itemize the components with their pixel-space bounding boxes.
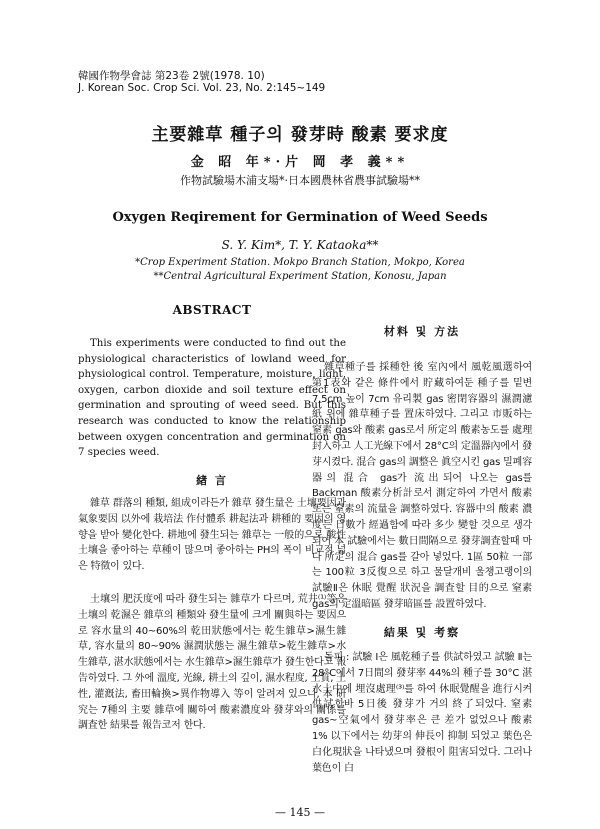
- authors-korean: 金 昭 年*·片 岡 孝 義**: [190, 155, 410, 170]
- abstract-text: This experiments were conducted to find out the physiological characteristics of lowland weed for physiological control. Temperature, moisture, light, oxygen, carbon dioxide and soil texture effect on germination and sprouting of weed seed. But this research was conducted to know the relationship between oxygen concentration and germination on 7 species weed.: [78, 338, 346, 459]
- paper-title-english: Oxygen Reqirement for Germination of Weed Seeds: [112, 210, 488, 225]
- methods-text: 雜草種子를 採種한 後 室內에서 風乾風選하여 第1表와 같은 條件에서 貯藏하여둔 種子를 밑변 7.5cm 높이 7cm 유리製 gas 密閉容器의 濕潤濾紙 위에 雜草種子를 置床하였다. 그리고 市販하는 窒素 gas와 酸素 gas로서 所定의 酸素농도를 處理 封入하고 人工光線下에서 28°C의 定溫器內에서 發芽시켰다. 混合 gas의 調整은 眞空시킨 gas 밀폐容器의 混合 gas가 流出되어 나오는 gas를 Backman 酸素分析計로서 測定하여 가면서 酸素 또는 窒素의 流量을 調整하였다. 容器中의 酸素 濃度는 日數가 經過함에 따라 多少 變할 것으로 생각되어 本 試驗에서는 數日間隔으로 發芽調査할때 마다 所定의 混合 gas를 갈아 넣었다. 1區 50粒 一部는 100粒 3反復으로 하고 물달개비 울챙고랭이의 試驗Ⅱ은 休眠 覺醒 狀況을 調査할 目的으로 窒素 gas의 定溫暗區 發芽暗區를 設置하였다.: [312, 362, 532, 610]
- journal-citation: [78, 70, 325, 94]
- affiliations-english: [0, 256, 600, 284]
- affiliations-korean: 作物試驗場木浦支場*·日本國農林省農事試驗場**: [180, 174, 420, 187]
- results-text: 돌피 : 試驗 Ⅰ은 風乾種子를 供試하였고 試驗 Ⅱ는 28°C에서 7日間의 發芽率 44%의 種子를 30°C 湛水土中에 埋沒處理⁽³⁾를 하여 休眠覺醒을 進行시켜 供試한바 5日後 發芽가 거의 終了되었다. 窒素 gas~空氣에서 發芽率은 큰 差가 없었으나 酸素 1% 以下에서는 幼芽의 伸長이 抑制 되었고 葉色은 白化現狀을 나타냈으며 發根이 阻害되었다. 그러나 葉色이 白: [312, 652, 532, 774]
- affiliation-2: **Central Agricultural Experiment Station, Konosu, Japan: [153, 271, 447, 282]
- authors-english: S. Y. Kim*, T. Y. Kataoka**: [221, 238, 379, 252]
- intro-paragraph-2: 土壤의 肥沃度에 따라 發生되는 雜草가 다르며, 荒井⁽¹⁾等은 土壤의 乾濕은 雜草의 種類와 發生量에 크게 關與하는 要因으로 容水量의 40~60%의 乾田狀態에서는 乾生雜草>濕生雜草, 容水量의 80~90% 濕潤狀態는 濕生雜草>乾生雜草>水生雜草, 湛水狀態에서는 水生雜草>濕生雜草가 發生한다고 報告하였다. 그 外에 溫度, 光線, 耕土의 깊이, 濕水程度, 土質, 土性, 灌漑法, 畜田輪換>異作物導入 等이 알려져 있으나, 本 硏究는 7種의 主要 雜草에 關하여 酸素濃度와 發芽와의 關係를 調査한 結果를 報告코저 한다.: [78, 594, 346, 732]
- abstract-heading: ABSTRACT: [172, 303, 252, 317]
- intro-paragraph-1: 雜草 群落의 種類, 組成이라든가 雜草 發生量은 土壤要因과 氣象要因 以外에 栽培法 作付體系 耕起法과 耕種的 要因의 영향을 받아 變化한다. 耕地에 發生되는 雜草는 一般的으로 酸性土壤을 좋아하는 草種이 많으며 좋아하는 PH의 폭이 비교적 넓은 特徵이 있다.: [78, 498, 346, 573]
- page-number: — 145 —: [275, 806, 325, 819]
- journal-citation-en: J. Korean Soc. Crop Sci. Vol. 23, No. 2:145~149: [78, 82, 326, 94]
- methods-heading: 材料 및 方法: [383, 325, 461, 338]
- affiliation-1: *Crop Experiment Station. Mokpo Branch Station, Mokpo, Korea: [135, 257, 465, 268]
- journal-citation-ko: 韓國作物學會誌 第23卷 2號(1978. 10): [78, 70, 265, 82]
- paper-title-korean: 主要雜草 種子의 發芽時 酸素 要求度: [151, 125, 449, 145]
- results-heading: 結果 및 考察: [383, 626, 461, 639]
- intro-heading: 緖 言: [196, 474, 228, 487]
